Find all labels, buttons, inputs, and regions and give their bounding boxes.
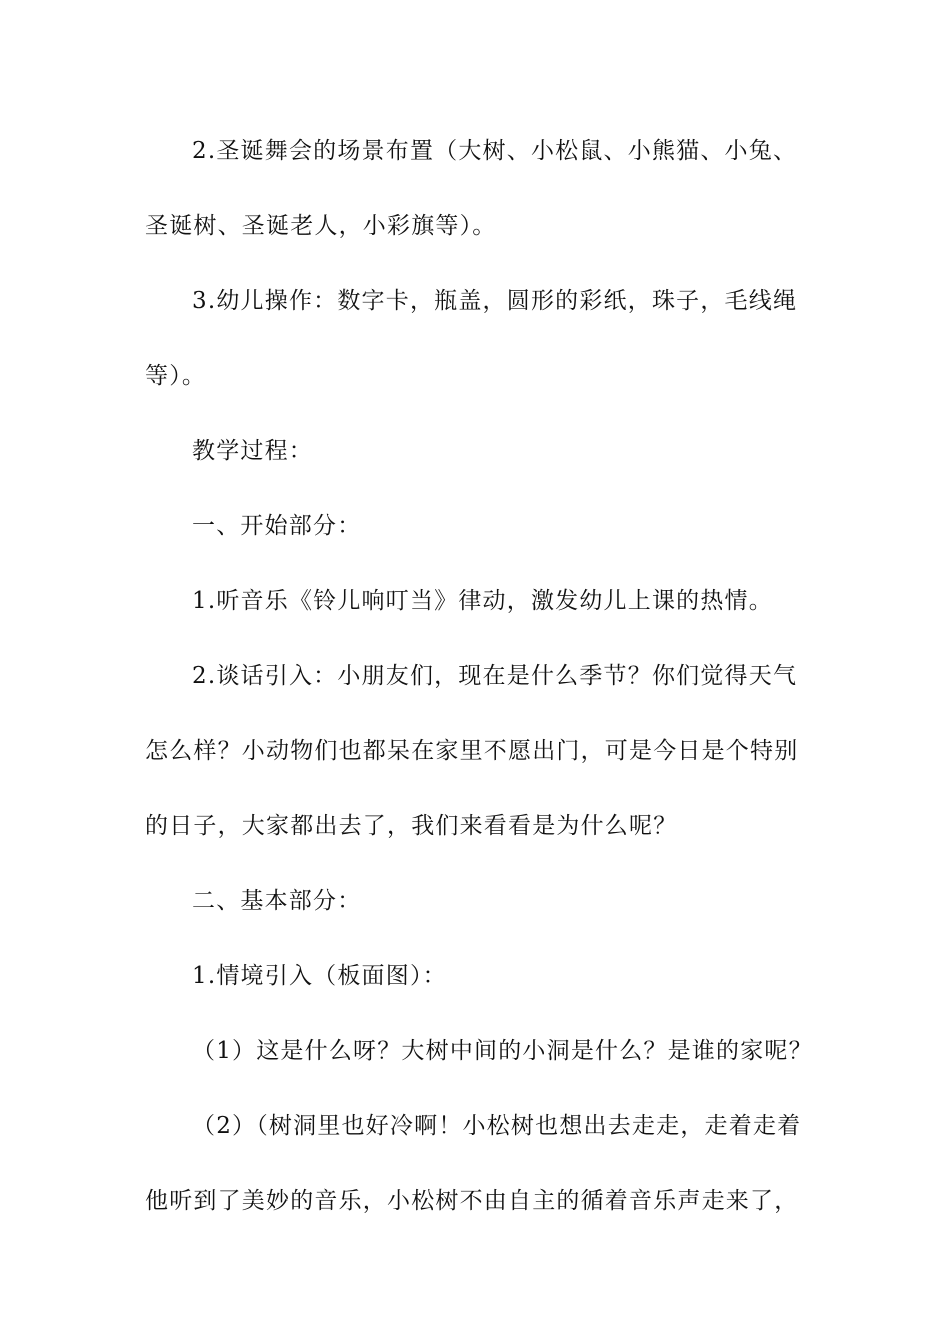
paragraph-line: 圣诞树、圣诞老人，小彩旗等）。 <box>145 213 497 239</box>
paragraph-line: 3.幼儿操作：数字卡，瓶盖，圆形的彩纸，珠子，毛线绳 <box>192 288 798 314</box>
paragraph-line: 等）。 <box>145 363 207 389</box>
section-heading: 二、基本部分： <box>192 888 362 914</box>
section-heading: 教学过程： <box>192 438 313 464</box>
paragraph-line: （1）这是什么呀？大树中间的小洞是什么？是谁的家呢？ <box>192 1038 813 1064</box>
paragraph-line: 怎么样？小动物们也都呆在家里不愿出门，可是今日是个特别 <box>145 738 799 764</box>
paragraph-line: 1.情境引入（板面图）： <box>192 963 447 989</box>
paragraph-line: 1.听音乐《铃儿响叮当》律动，激发幼儿上课的热情。 <box>192 588 773 614</box>
paragraph-line: 2.谈话引入：小朋友们，现在是什么季节？你们觉得天气 <box>192 663 798 689</box>
section-heading: 一、开始部分： <box>192 513 362 539</box>
paragraph-line: 他听到了美妙的音乐，小松树不由自主的循着音乐声走来了， <box>145 1188 799 1214</box>
paragraph-line: 2.圣诞舞会的场景布置（大树、小松鼠、小熊猫、小兔、 <box>192 138 798 164</box>
paragraph-line: 的日子，大家都出去了，我们来看看是为什么呢？ <box>145 813 678 839</box>
paragraph-line: （2）（树洞里也好冷啊！小松树也想出去走走，走着走着 <box>192 1113 802 1139</box>
